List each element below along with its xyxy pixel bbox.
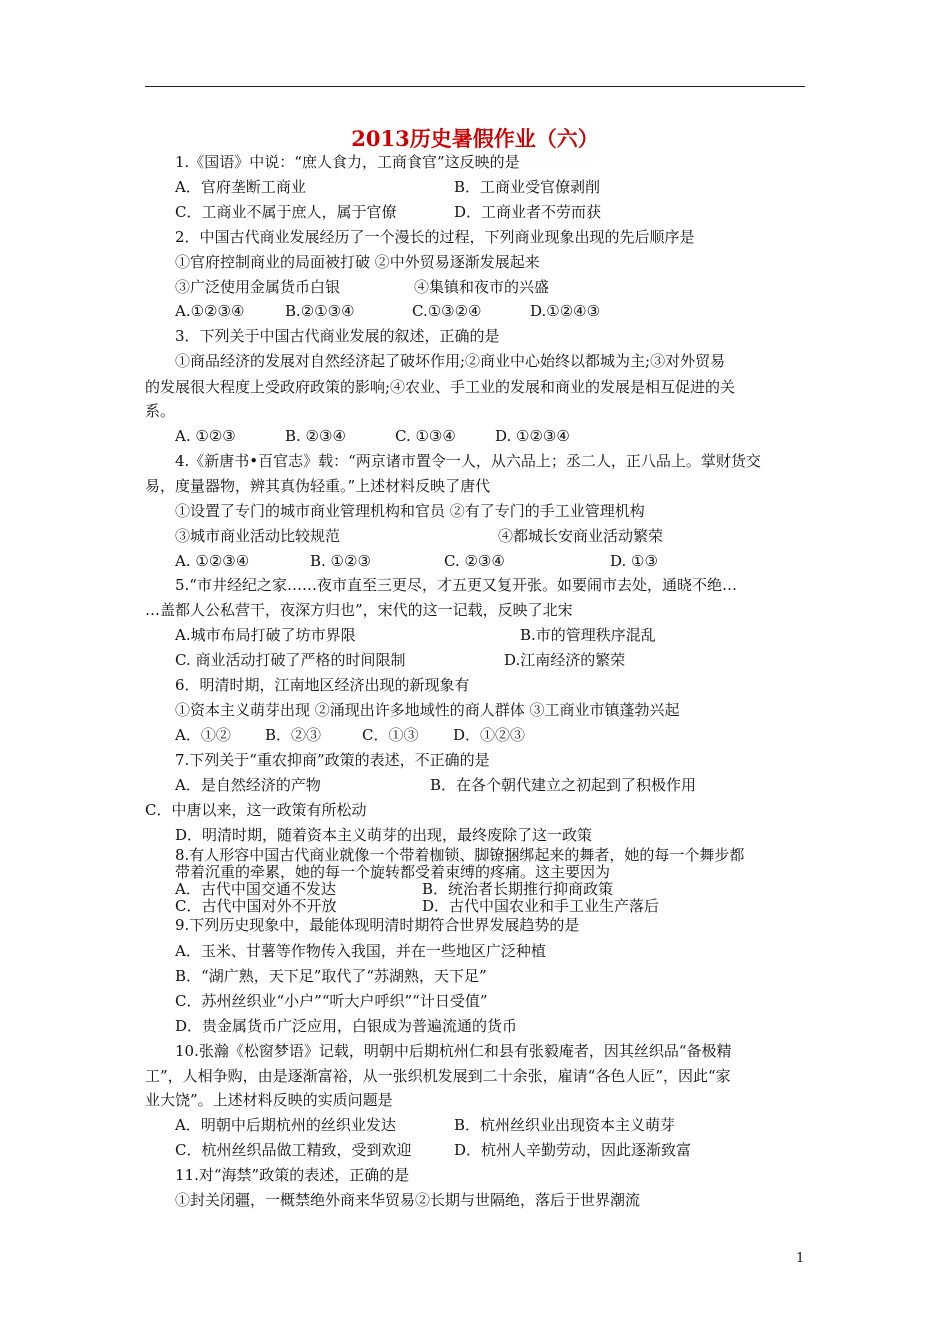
text-line: 9.下列历史现象中，最能体现明清时期符合世界发展趋势的是	[175, 916, 580, 934]
text-line: 4.《新唐书•百官志》载：“两京诸市置令一人，从六品上；丞二人，正八品上。掌财货交	[175, 452, 761, 470]
text-line: 系。	[145, 402, 176, 420]
text-line: C. 商业活动打破了严格的时间限制	[175, 651, 406, 669]
text-line: C．古代中国对外不开放	[175, 897, 337, 915]
text-line: B．“湖广熟，天下足”取代了“苏湖熟，天下足”	[175, 967, 487, 985]
text-line: C．中唐以来，这一政策有所松动	[145, 801, 367, 819]
text-line: 易，度量器物，辨其真伪轻重。”上述材料反映了唐代	[145, 477, 491, 495]
text-line: ④集镇和夜市的兴盛	[414, 278, 550, 296]
text-line: A. ①②③④	[175, 552, 250, 570]
text-line: D.①②④③	[530, 302, 601, 320]
text-line: D．杭州人辛勤劳动，因此逐渐致富	[454, 1141, 692, 1159]
text-line: …盖都人公私营干，夜深方归也”，宋代的这一记载，反映了北宋	[145, 601, 573, 619]
text-line: B．②③	[265, 726, 322, 744]
text-line: C．杭州丝织品做工精致，受到欢迎	[175, 1141, 412, 1159]
text-line: 6．明清时期，江南地区经济出现的新现象有	[175, 676, 470, 694]
text-line: A. ①②③	[175, 427, 236, 445]
text-line: A.城市布局打破了坊市界限	[175, 626, 356, 644]
text-line: A．①②	[175, 726, 231, 744]
text-line: ③广泛使用金属货币白银	[175, 278, 341, 296]
text-line: A.①②③④	[175, 302, 245, 320]
header-rule	[145, 86, 805, 87]
text-line: D. ①③	[610, 552, 658, 570]
text-line: 业大饶”。上述材料反映的实质问题是	[145, 1091, 393, 1109]
text-line: A．古代中国交通不发达	[175, 880, 336, 898]
text-line: 带着沉重的牵累，她的每一个旋转都受着束缚的疼痛。这主要因为	[175, 863, 611, 881]
text-line: ①商品经济的发展对自然经济起了破坏作用;②商业中心始终以都城为主;③对外贸易	[175, 352, 726, 370]
text-line: 3．下列关于中国古代商业发展的叙述，正确的是	[175, 327, 500, 345]
text-line: D．工商业者不劳而获	[454, 203, 602, 221]
text-line: B．统治者长期推行抑商政策	[422, 880, 614, 898]
text-line: C．苏州丝织业“小户”“听大户呼织”“计日受值”	[175, 992, 488, 1010]
text-line: B. ②③④	[285, 427, 346, 445]
text-line: B．在各个朝代建立之初起到了积极作用	[430, 776, 697, 794]
text-line: C．①③	[362, 726, 419, 744]
text-line: B．杭州丝织业出现资本主义萌芽	[454, 1116, 676, 1134]
text-line: B．工商业受官僚剥削	[454, 178, 601, 196]
text-line: 5.“市井经纪之家……夜市直至三更尽，才五更又复开张。如要闹市去处，通晓不绝…	[175, 576, 737, 594]
text-line: ①官府控制商业的局面被打破 ②中外贸易逐渐发展起来	[175, 253, 540, 271]
text-line: A．明朝中后期杭州的丝织业发达	[175, 1116, 396, 1134]
text-line: A．是自然经济的产物	[175, 776, 321, 794]
text-line: D.江南经济的繁荣	[504, 651, 626, 669]
text-line: 1.《国语》中说：“庶人食力，工商食官”这反映的是	[175, 153, 520, 171]
text-line: D．明清时期，随着资本主义萌芽的出现，最终废除了这一政策	[175, 826, 593, 844]
text-line: ④都城长安商业活动繁荣	[498, 527, 664, 545]
text-line: 的发展很大程度上受政府政策的影响;④农业、手工业的发展和商业的发展是相互促进的关	[145, 378, 736, 396]
text-line: 工”，人相争购，由是逐渐富裕，从一张织机发展到二十余张，雇请“各色人匠”，因此“家	[145, 1067, 731, 1085]
text-line: C. ①③④	[395, 427, 456, 445]
text-line: C. ②③④	[444, 552, 505, 570]
text-line: 8.有人形容中国古代商业就像一个带着枷锁、脚镣捆绑起来的舞者，她的每一个舞步都	[175, 846, 745, 864]
text-line: A．玉米、甘薯等作物传入我国，并在一些地区广泛种植	[175, 942, 546, 960]
text-line: 11.对“海禁”政策的表述，正确的是	[175, 1166, 410, 1184]
page-title: 2013历史暑假作业（六）	[351, 126, 599, 151]
text-line: C．工商业不属于庶人，属于官僚	[175, 203, 397, 221]
text-line: 2．中国古代商业发展经历了一个漫长的过程，下列商业现象出现的先后顺序是	[175, 228, 695, 246]
text-line: B.市的管理秩序混乱	[520, 626, 656, 644]
text-line: C.①③②④	[412, 302, 482, 320]
text-line: B.②①③④	[285, 302, 355, 320]
page-number: 1	[796, 1251, 805, 1266]
text-line: ①资本主义萌芽出现 ②涌现出许多地域性的商人群体 ③工商业市镇蓬勃兴起	[175, 701, 680, 719]
text-line: 7.下列关于“重农抑商”政策的表述，不正确的是	[175, 751, 490, 769]
text-line: D．古代中国农业和手工业生产落后	[422, 897, 660, 915]
text-line: B. ①②③	[310, 552, 371, 570]
text-line: A．官府垄断工商业	[175, 178, 306, 196]
text-line: ③城市商业活动比较规范	[175, 527, 341, 545]
text-line: D．①②③	[453, 726, 526, 744]
text-line: ①设置了专门的城市商业管理机构和官员 ②有了专门的手工业管理机构	[175, 502, 645, 520]
text-line: 10.张瀚《松窗梦语》记载，明朝中后期杭州仁和县有张毅庵者，因其丝织品“备极精	[175, 1042, 732, 1060]
text-line: ①封关闭疆，一概禁绝外商来华贸易②长期与世隔绝，落后于世界潮流	[175, 1191, 641, 1209]
text-line: D．贵金属货币广泛应用，白银成为普遍流通的货币	[175, 1017, 518, 1035]
text-line: D. ①②③④	[495, 427, 570, 445]
